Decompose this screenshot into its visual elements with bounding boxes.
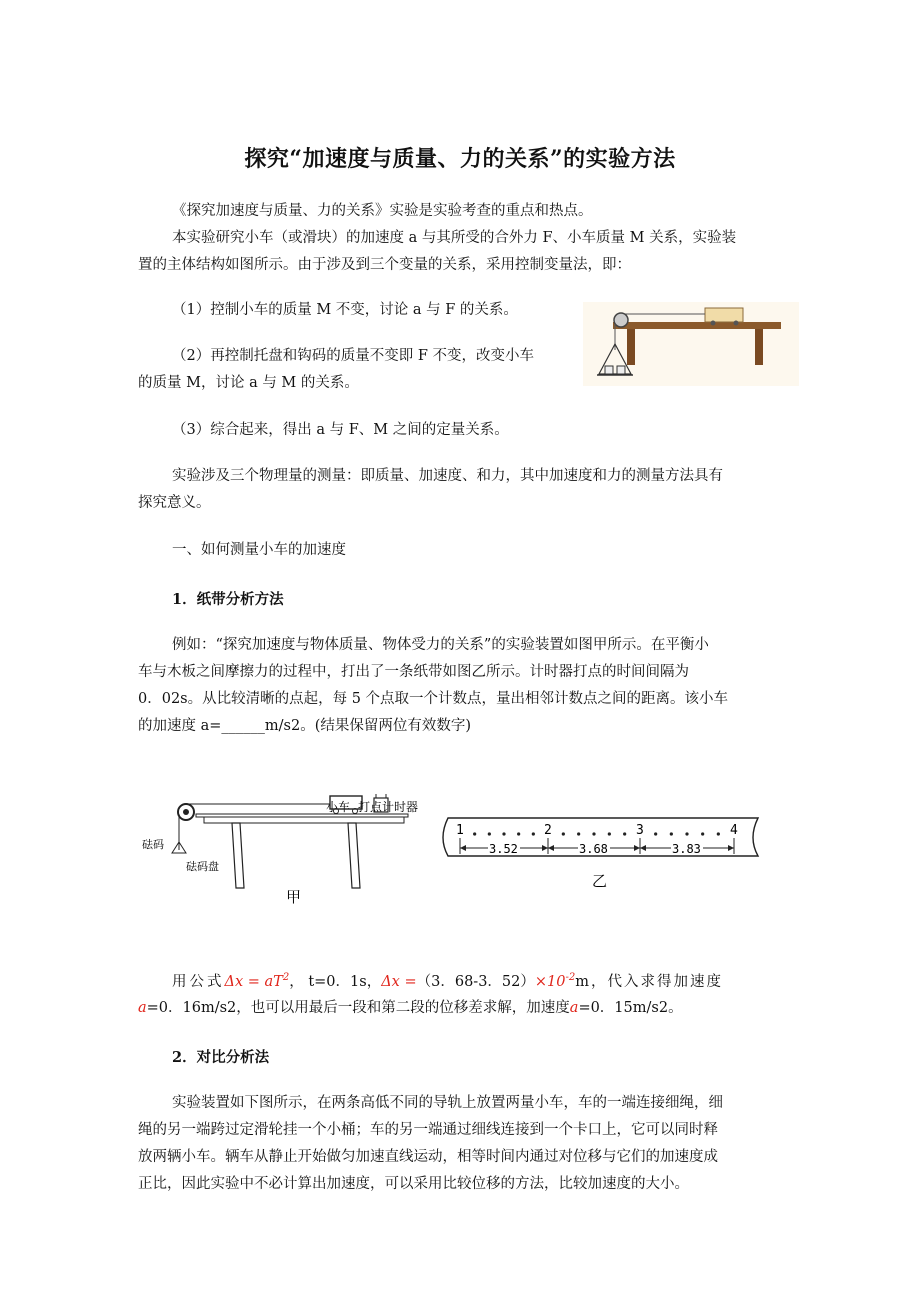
solution-text-6: =0．15m/s2。 xyxy=(578,1000,683,1016)
arrow-head xyxy=(542,845,548,851)
arrow-head xyxy=(548,845,554,851)
formula-power: $\times 10^{-2}$ xyxy=(534,972,576,990)
tape-dot xyxy=(473,832,476,835)
tape-dot xyxy=(685,832,688,835)
measure-line-1: 实验涉及三个物理量的测量：即质量、加速度、和力，其中加速度和力的测量方法具有 xyxy=(172,468,723,484)
symbol-a-1: a xyxy=(138,1000,147,1016)
section-heading-1: 一、如何测量小车的加速度 xyxy=(172,542,346,558)
table-top xyxy=(613,322,781,329)
example-line-3: 0．02s。从比较清晰的点起，每 5 个点取一个计数点，量出相邻计数点之间的距离。该小车 xyxy=(138,691,729,707)
label-cart: 小车 xyxy=(326,800,351,814)
tape-dot xyxy=(670,832,673,835)
solution-line-1 xyxy=(172,964,723,996)
tape-dot xyxy=(701,832,704,835)
cart-wheel-left xyxy=(711,321,716,326)
label-timer: 打点计时器 xyxy=(358,800,419,814)
arrow-head xyxy=(460,845,466,851)
tape-dot xyxy=(608,832,611,835)
tape-point-label: 1 xyxy=(456,823,464,838)
subheading-tape-analysis: 1．纸带分析方法 xyxy=(172,591,284,608)
solution-text-1: 用公式 xyxy=(172,973,225,990)
tape-point-label: 3 xyxy=(636,823,644,838)
figure-jia xyxy=(136,790,421,910)
symbol-a-2: a xyxy=(569,1000,579,1016)
tape-dot xyxy=(654,832,657,835)
solution-text-2: ， t=0．1s， xyxy=(289,973,382,990)
label-weight: 砝码 xyxy=(142,838,164,851)
formula-delta-x-eq: Δx = xyxy=(381,973,417,990)
formula-delta-x: $\Delta x = aT^2$ xyxy=(224,972,290,990)
distance-label: 3.83 xyxy=(672,842,701,856)
tape-dot xyxy=(488,832,491,835)
subheading-comparison: 2．对比分析法 xyxy=(172,1049,270,1066)
cart-body xyxy=(705,308,743,322)
measure-line-2: 探究意义。 xyxy=(138,495,211,511)
solution-text-3: （3．68-3．52） xyxy=(416,973,535,990)
intro-line-1: 《探究加速度与质量、力的关系》实验是实验考查的重点和热点。 xyxy=(172,203,593,219)
step-2-line-2: 的质量 M，讨论 a 与 M 的关系。 xyxy=(138,375,359,391)
distance-label: 3.52 xyxy=(489,842,518,856)
tape-dot xyxy=(562,832,565,835)
compare-line-2: 绳的另一端跨过定滑轮挂一个小桶；车的另一端通过细线连接到一个卡口上，它可以同时释 xyxy=(138,1122,718,1138)
table-leg-1 xyxy=(232,823,244,888)
tape-dot xyxy=(717,832,720,835)
solution-line-2 xyxy=(138,995,683,1022)
tape-dot xyxy=(592,832,595,835)
table-top-jia xyxy=(204,817,404,823)
setup-diagram xyxy=(583,302,799,386)
weight-2 xyxy=(617,366,625,374)
intro-line-2: 本实验研究小车（或滑块）的加速度 a 与其所受的合外力 F、小车质量 M 关系，实验装 xyxy=(172,230,737,246)
tape-dot xyxy=(517,832,520,835)
table-leg-right xyxy=(755,329,763,365)
solution-text-5: =0．16m/s2，也可以用最后一段和第二段的位移差求解，加速度 xyxy=(146,1000,570,1016)
intro-line-3: 置的主体结构如图所示。由于涉及到三个变量的关系，采用控制变量法，即： xyxy=(138,257,631,273)
pulley xyxy=(614,313,628,327)
step-2-line-1: （2）再控制托盘和钩码的质量不变即 F 不变，改变小车 xyxy=(172,348,535,364)
example-line-1: 例如：“探究加速度与物体质量、物体受力的关系”的实验装置如图甲所示。在平衡小 xyxy=(172,637,709,653)
label-pan: 砝码盘 xyxy=(186,860,219,873)
arrow-head xyxy=(640,845,646,851)
compare-line-3: 放两辆小车。辆车从静止开始做匀加速直线运动，相等时间内通过对位移与它们的加速度成 xyxy=(138,1149,718,1165)
page-title: 探究“加速度与质量、力的关系”的实验方法 xyxy=(244,146,676,172)
example-line-2: 车与木板之间摩擦力的过程中，打出了一条纸带如图乙所示。计时器打点的时间间隔为 xyxy=(138,664,689,680)
tape-point-label: 4 xyxy=(730,823,738,838)
compare-line-1: 实验装置如下图所示，在两条高低不同的导轨上放置两量小车，车的一端连接细绳，细 xyxy=(172,1095,723,1111)
tape-dot xyxy=(623,832,626,835)
tape-dot xyxy=(577,832,580,835)
table-leg-left xyxy=(627,329,635,365)
table-leg-2 xyxy=(348,823,360,888)
caption-yi: 乙 xyxy=(592,872,608,890)
step-3: （3）综合起来，得出 a 与 F、M 之间的定量关系。 xyxy=(172,422,509,438)
arrow-head xyxy=(728,845,734,851)
weight-1 xyxy=(605,366,613,374)
example-line-4: 的加速度 a=______m/s2。(结果保留两位有效数字) xyxy=(138,718,472,734)
compare-line-4: 正比，因此实验中不必计算出加速度，可以采用比较位移的方法，比较加速度的大小。 xyxy=(138,1176,689,1192)
step-1: （1）控制小车的质量 M 不变，讨论 a 与 F 的关系。 xyxy=(172,302,518,318)
cart-wheel-right xyxy=(734,321,739,326)
tape-dot xyxy=(502,832,505,835)
figure-yi xyxy=(436,812,766,902)
caption-jia: 甲 xyxy=(286,888,302,906)
distance-label: 3.68 xyxy=(579,842,608,856)
arrow-head xyxy=(634,845,640,851)
solution-text-4: m，代入求得加速度 xyxy=(575,973,723,990)
tape-point-label: 2 xyxy=(544,823,552,838)
tape-dot xyxy=(532,832,535,835)
